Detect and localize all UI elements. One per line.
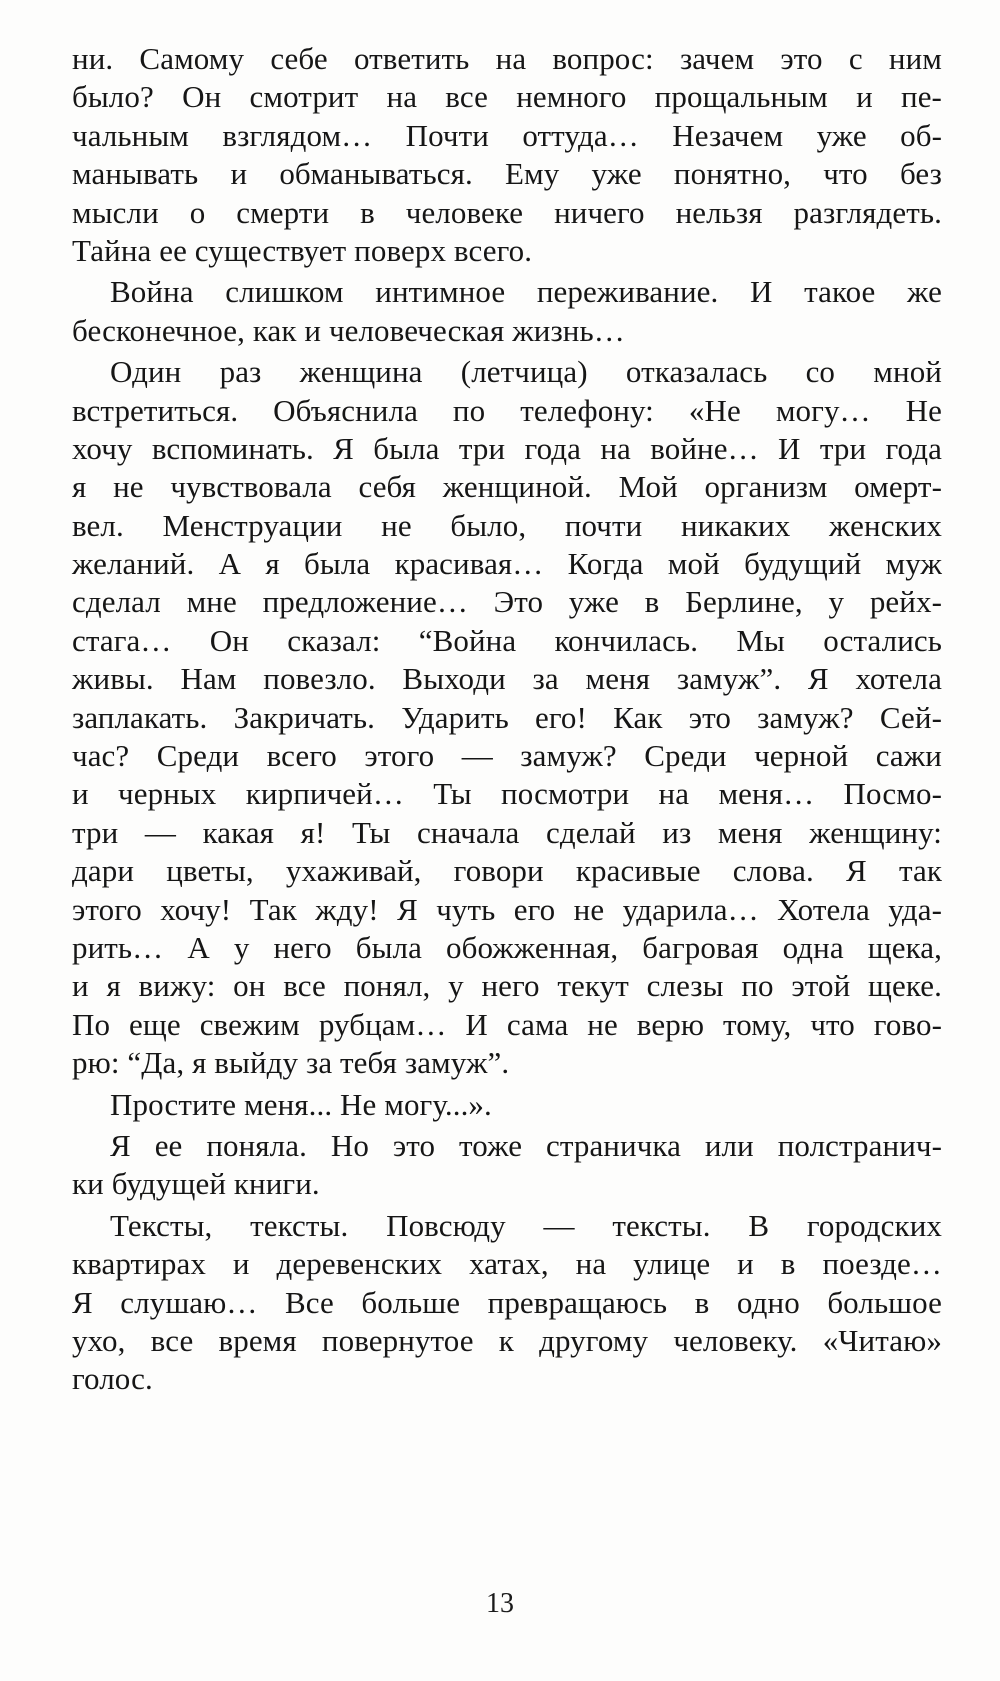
paragraph (72, 1086, 942, 1124)
paragraph (72, 1127, 942, 1204)
text-line: хочу вспоминать. Я была три года на войне… И три года (72, 430, 942, 466)
text-line: этого хочу! Так жду! Я чуть его не ударила… Хотела уда- (72, 891, 942, 927)
text-line: голос. (72, 1361, 153, 1397)
paragraph (72, 1207, 942, 1399)
text-line: живы. Нам повезло. Выходи за меня замуж”. Я хотела (72, 661, 942, 697)
text-line: Война слишком интимное переживание. И такое же (110, 274, 942, 310)
page-number: 13 (486, 1588, 514, 1619)
text-line: Простите меня... Не могу...». (110, 1086, 492, 1122)
text-line: было? Он смотрит на все немного прощальным и пе- (72, 79, 942, 115)
text-line: чальным взглядом… Почти оттуда… Незачем уже об- (72, 117, 942, 153)
page-text (72, 40, 942, 1399)
text-line: и я вижу: он все понял, у него текут слезы по этой щеке. (72, 968, 942, 1004)
paragraph (72, 40, 942, 270)
text-line: рить… А у него была обожженная, багровая одна щека, (72, 929, 942, 965)
text-line: сделал мне предложение… Это уже в Берлине, у рейх- (72, 584, 942, 620)
text-line: Один раз женщина (летчица) отказалась со мной (110, 354, 942, 390)
text-line: Тексты, тексты. Повсюду — тексты. В городских (110, 1207, 942, 1243)
text-line: стага… Он сказал: “Война кончилась. Мы остались (72, 622, 942, 658)
text-line: рю: “Да, я выйду за тебя замуж”. (72, 1045, 510, 1081)
text-line: ни. Самому себе ответить на вопрос: зачем это с ним (72, 41, 942, 76)
text-line: и черных кирпичей… Ты посмотри на меня… Посмо- (72, 776, 942, 812)
text-line: квартирах и деревенских хатах, на улице и в поезде… (72, 1246, 942, 1282)
text-line: мысли о смерти в человеке ничего нельзя разглядеть. (72, 194, 942, 230)
text-line: ухо, все время повернутое к другому человеку. «Читаю» (72, 1322, 942, 1358)
text-line: ки будущей книги. (72, 1166, 320, 1202)
text-line: манывать и обманываться. Ему уже понятно, что без (72, 156, 942, 192)
text-line: вел. Менструации не было, почти никаких женских (72, 507, 942, 543)
text-line: Тайна ее существует поверх всего. (72, 232, 533, 268)
paragraph (72, 353, 942, 1082)
text-line: желаний. А я была красивая… Когда мой будущий муж (72, 546, 942, 582)
text-line: дари цветы, ухаживай, говори красивые слова. Я так (72, 853, 942, 889)
text-line: час? Среди всего этого — замуж? Среди черной сажи (72, 738, 942, 774)
text-line: встретиться. Объяснила по телефону: «Не могу… Не (72, 392, 942, 428)
text-line: я не чувствовала себя женщиной. Мой организм омерт- (72, 469, 942, 505)
paragraph (72, 273, 942, 350)
text-line: заплакать. Закричать. Ударить его! Как это замуж? Сей- (72, 699, 942, 735)
text-line: Я ее поняла. Но это тоже страничка или полстранич- (110, 1127, 942, 1163)
text-line: По еще свежим рубцам… И сама не верю тому, что гово- (72, 1006, 942, 1042)
text-line: три — какая я! Ты сначала сделай из меня женщину: (72, 814, 942, 850)
text-line: Я слушаю… Все больше превращаюсь в одно большое (72, 1284, 942, 1320)
text-line: бесконечное, как и человеческая жизнь… (72, 312, 625, 348)
